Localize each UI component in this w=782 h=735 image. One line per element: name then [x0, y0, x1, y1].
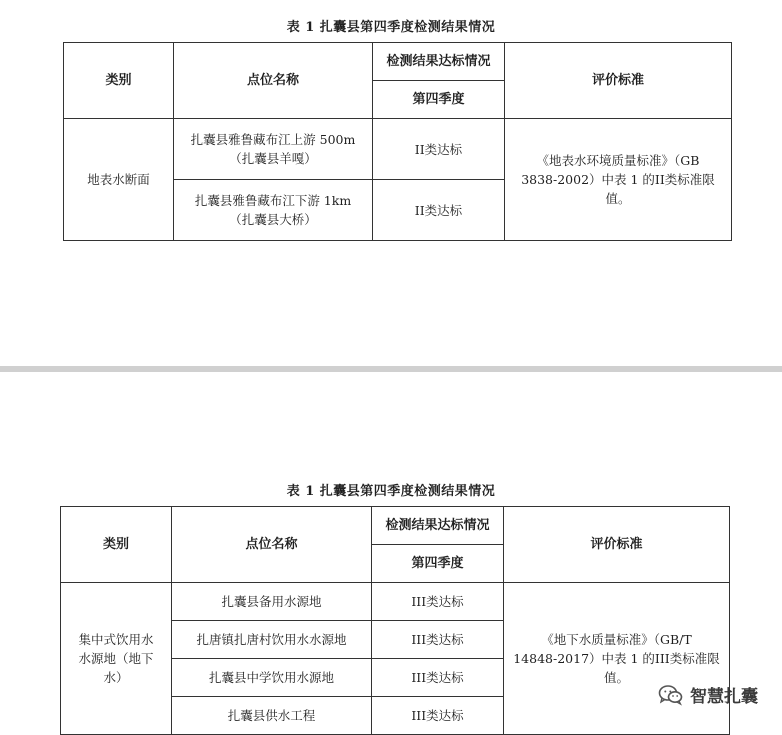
- header-category: 类别: [64, 43, 174, 119]
- result-cell: III类达标: [372, 697, 504, 735]
- table-caption: 表 1 扎囊县第四季度检测结果情况: [286, 484, 496, 499]
- document-page-1: [0, 0, 782, 366]
- header-result-group: 检测结果达标情况: [373, 43, 505, 81]
- header-site: 点位名称: [174, 43, 373, 119]
- standard-line: 14848-2017）中表 1 的III类标准限: [513, 651, 720, 666]
- category-cell: 地表水断面: [64, 119, 174, 241]
- header-quarter: 第四季度: [372, 545, 504, 583]
- result-cell: III类达标: [372, 621, 504, 659]
- result-cell: III类达标: [372, 659, 504, 697]
- watermark-text: 智慧扎囊: [690, 687, 758, 707]
- account-watermark: [658, 682, 758, 707]
- site-cell: 扎囊县中学饮用水源地: [172, 659, 372, 697]
- result-cell: II类达标: [373, 119, 505, 180]
- standard-line: 值。: [603, 670, 629, 685]
- header-quarter: 第四季度: [373, 81, 505, 119]
- table-caption: 表 1 扎囊县第四季度检测结果情况: [286, 20, 496, 35]
- result-cell: II类达标: [373, 180, 505, 241]
- standard-cell: [504, 583, 730, 735]
- result-cell: III类达标: [372, 583, 504, 621]
- header-standard: 评价标准: [504, 507, 730, 583]
- standard-cell: [505, 119, 732, 241]
- header-result-group: 检测结果达标情况: [372, 507, 504, 545]
- header-category: 类别: [61, 507, 172, 583]
- category-cell: [61, 583, 172, 735]
- standard-line: 3838-2002）中表 1 的II类标准限值。: [521, 172, 715, 206]
- category-line: 水）: [103, 670, 129, 685]
- site-alias-line: （扎囊县羊嘎）: [229, 151, 317, 166]
- results-table: [63, 42, 732, 241]
- category-line: 集中式饮用水: [78, 632, 154, 647]
- site-cell: 扎囊县供水工程: [172, 697, 372, 735]
- site-cell: [174, 119, 373, 180]
- wechat-icon: [658, 684, 684, 706]
- table-row: [61, 583, 730, 621]
- site-alias-line: （扎囊县大桥）: [229, 212, 317, 227]
- standard-line: 《地下水质量标准》（GB/T: [541, 632, 692, 647]
- header-site: 点位名称: [172, 507, 372, 583]
- site-cell: 扎囊县备用水源地: [172, 583, 372, 621]
- table-row: [64, 119, 732, 180]
- site-name-line: 扎囊县雅鲁藏布江上游 500m: [190, 132, 356, 147]
- header-standard: 评价标准: [505, 43, 732, 119]
- standard-line: 《地表水环境质量标准》（GB: [536, 153, 700, 168]
- category-line: 水源地（地下: [78, 651, 154, 666]
- site-name-line: 扎囊县雅鲁藏布江下游 1km: [194, 193, 352, 208]
- site-cell: [174, 180, 373, 241]
- document-page-2: [0, 372, 782, 729]
- site-cell: 扎唐镇扎唐村饮用水水源地: [172, 621, 372, 659]
- results-table: [60, 506, 730, 735]
